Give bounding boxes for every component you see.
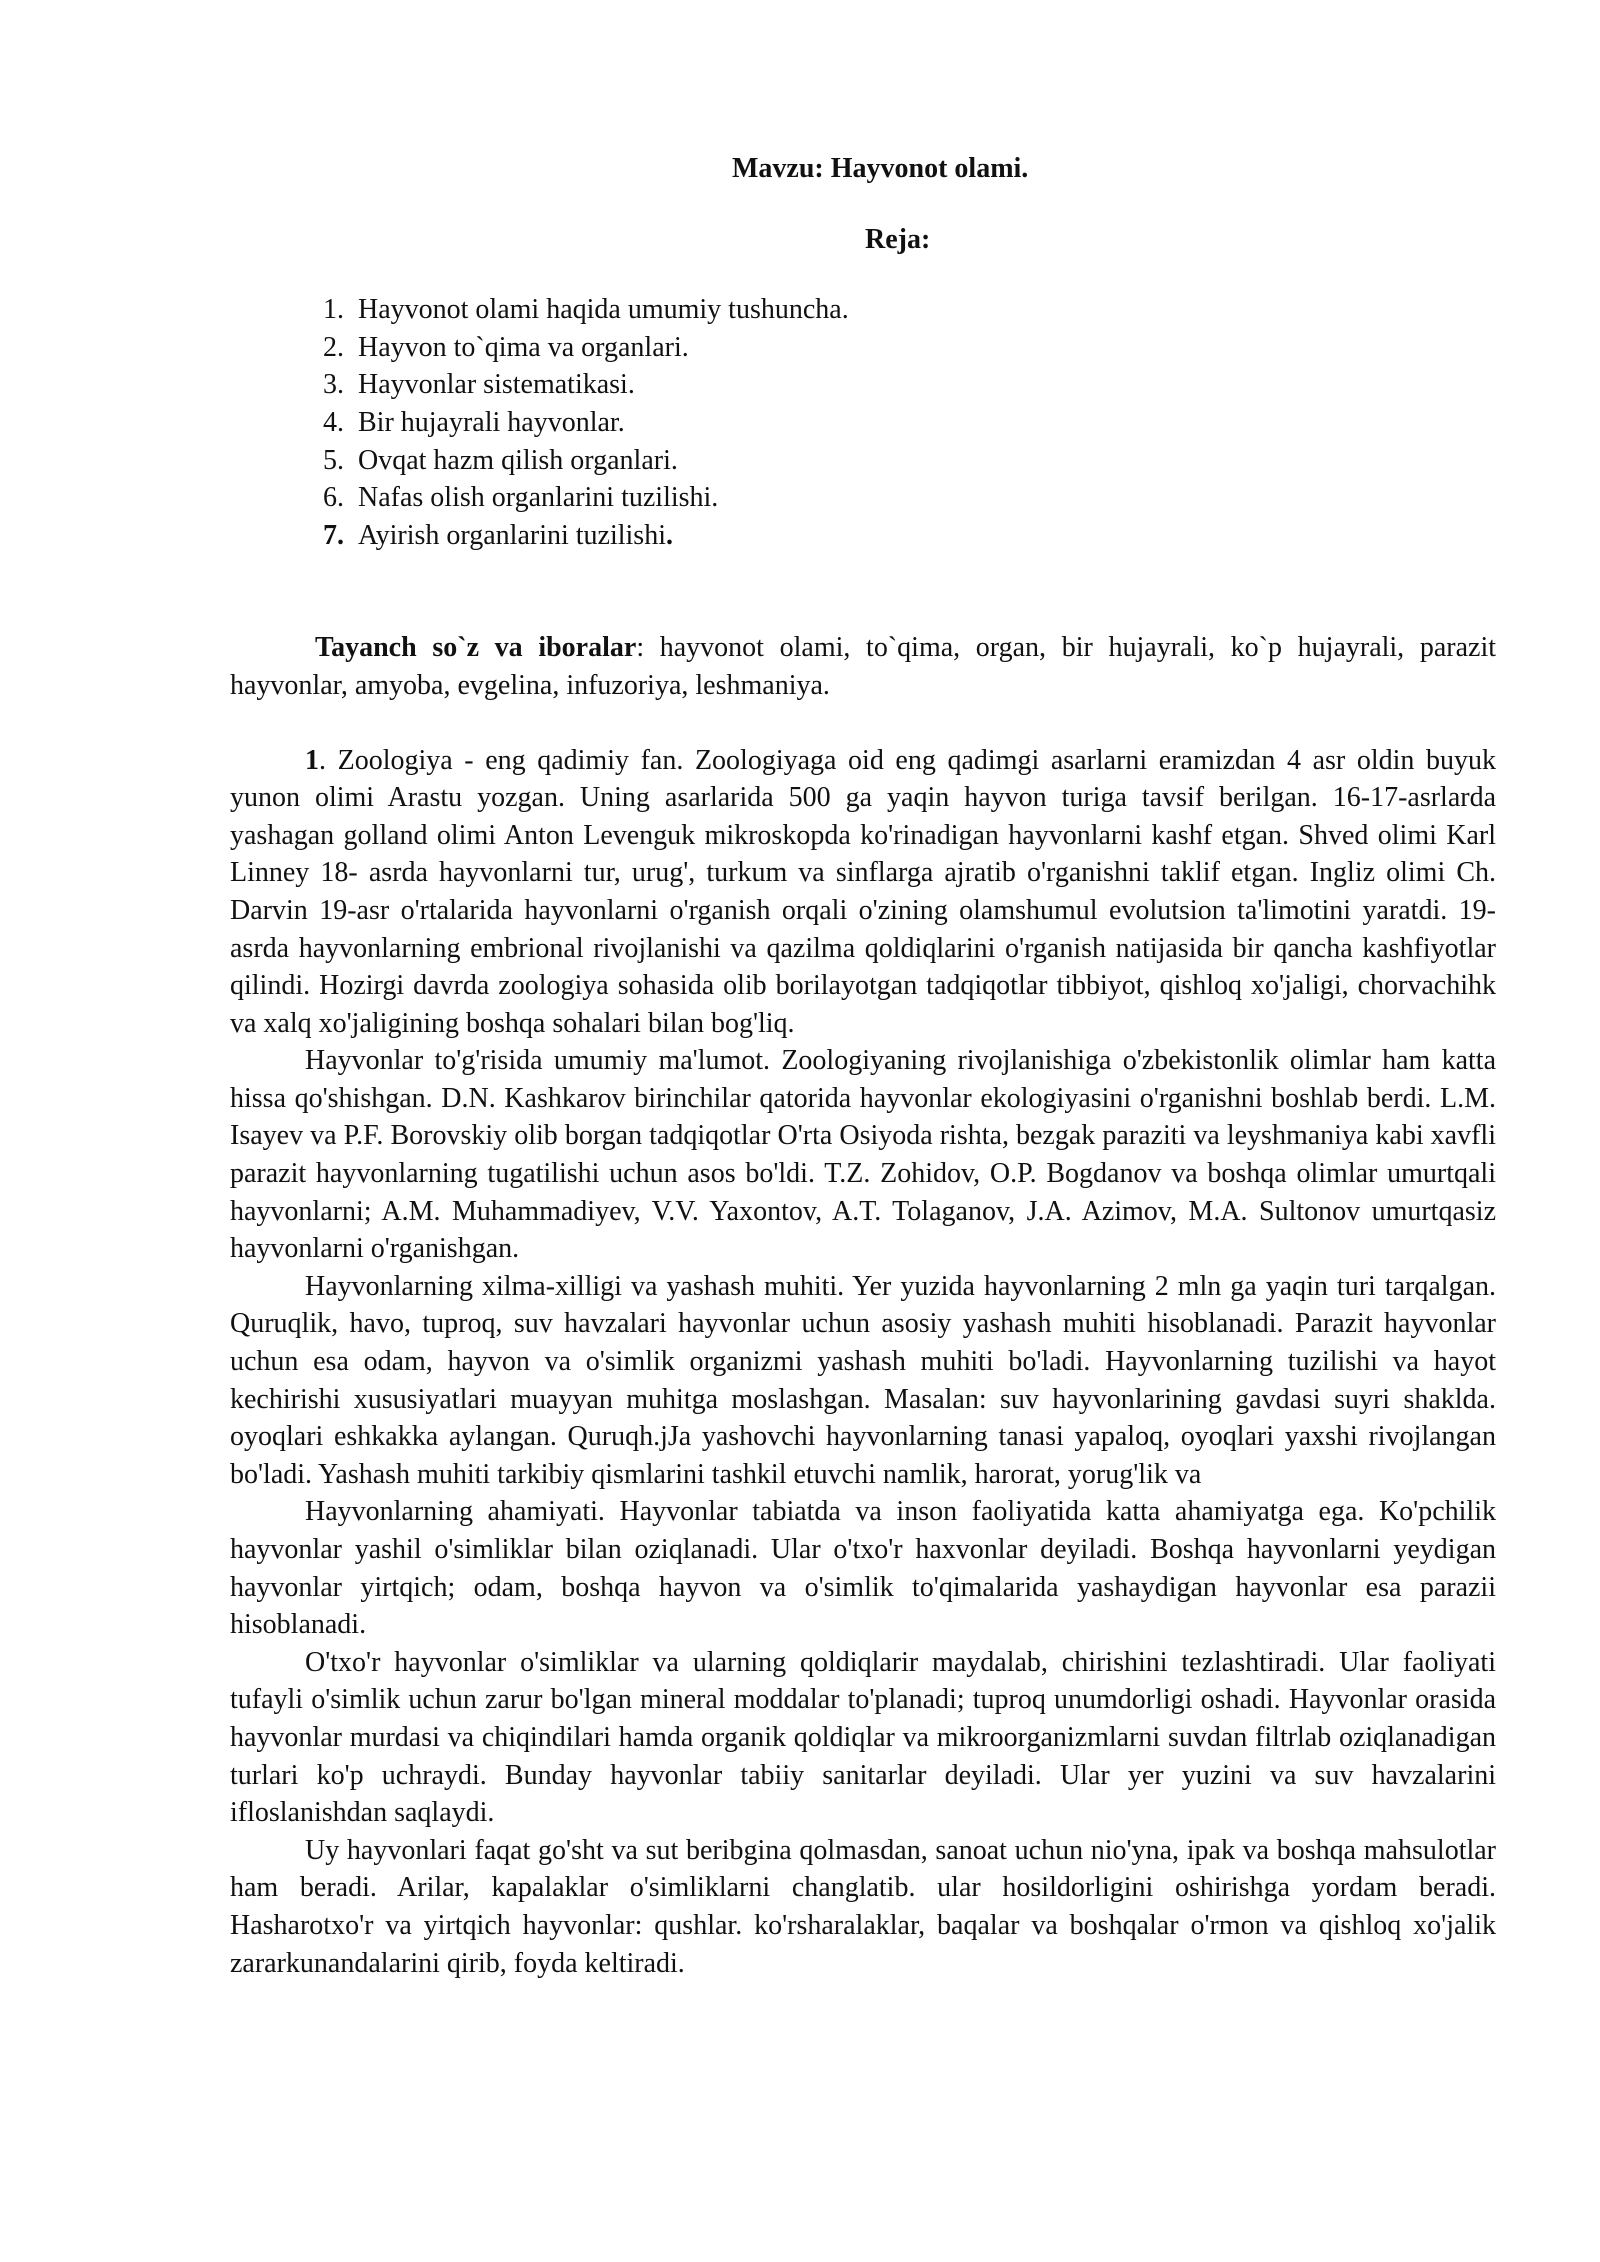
plan-item bbox=[302, 329, 1496, 367]
plan-item-text: Bir hujayrali hayvonlar. bbox=[358, 406, 625, 438]
plan-item-text: Ovqat hazm qilish organlari. bbox=[358, 444, 678, 476]
body-paragraph bbox=[230, 742, 1496, 1043]
plan-item-number: 1. bbox=[323, 294, 344, 326]
section-number: 1 bbox=[305, 744, 319, 776]
plan-item-text-main: Ayirish organlarini tuzilishi bbox=[358, 519, 666, 551]
keywords-paragraph bbox=[230, 629, 1496, 704]
body-paragraph: Hayvonlar to'g'risida umumiy ma'lumot. Zoologiyaning rivojlanishiga o'zbekistonlik olimlar ham katta hissa qo'shishgan. D.N. Kashkarov birinchilar qatorida hayvonlar ekologiyasini o'rganishni boshlab berdi. L.M. Isayev va P.F. Borovskiy olib borgan tadqiqotlar O'rta Osiyoda rishta, bezgak paraziti va leyshmaniya kabi xavfli parazit hayvonlarning tugatilishi uchun asos bo'ldi. T.Z. Zohidov, O.P. Bogdanov va boshqa olimlar umurtqali hayvonlarni; A.M. Muhammadiyev, V.V. Yaxontov, A.T. Tolaganov, J.A. Azimov, M.A. Sultonov umurtqasiz hayvonlarni o'rganishgan. bbox=[230, 1045, 1496, 1265]
plan-item-trailing-period: . bbox=[666, 519, 673, 551]
plan-item-number: 7. bbox=[323, 519, 344, 551]
plan-list bbox=[230, 291, 1496, 554]
plan-item-number: 3. bbox=[323, 369, 344, 401]
body-paragraph: Hayvonlarning xilma-xilligi va yashash muhiti. Yer yuzida hayvonlarning 2 mln ga yaqin turi tarqalgan. Quruqlik, havo, tuproq, suv havzalari hayvonlar uchun asosiy yashash muhiti hisoblanadi. Parazit hayvonlar uchun esa odam, hayvon va o'simlik organizmi yashash muhiti bo'ladi. Hayvonlarning tuzilishi va hayot kechirishi xususiyatlari muayyan muhitga moslashgan. Masalan: suv hayvonlarining gavdasi suyri shaklda. oyoqlari eshkakka aylangan. Quruqh.jJa yashovchi hayvonlarning tanasi yapaloq, oyoqlari yaxshi rivojlangan bo'ladi. Yashash muhiti tarkibiy qismlarini tashkil etuvchi namlik, harorat, yorug'lik va bbox=[230, 1270, 1496, 1490]
plan-item-text: Hayvonlar sistematikasi. bbox=[358, 369, 635, 401]
plan-heading: Reja: bbox=[865, 223, 931, 255]
document-page bbox=[230, 150, 1496, 1982]
plan-item-text: Nafas olish organlarini tuzilishi. bbox=[358, 482, 719, 514]
plan-item bbox=[302, 366, 1496, 404]
plan-item-number: 4. bbox=[323, 406, 344, 438]
plan-item bbox=[302, 404, 1496, 442]
plan-item-number: 5. bbox=[323, 444, 344, 476]
body-paragraph-text: . Zoologiya - eng qadimiy fan. Zoologiyaga oid eng qadimgi asarlarni eramizdan 4 asr oldin buyuk yunon olimi Arastu yozgan. Uning asarlarida 500 ga yaqin hayvon turiga tavsif berilgan. 16-17-asrlarda yashagan golland olimi Anton Levenguk mikroskopda ko'rinadigan hayvonlarni kashf etgan. Shved olimi Karl Linney 18- asrda hayvonlarni tur, urug', turkum va sinflarga ajratib o'rganishni taklif etgan. Ingliz olimi Ch. Darvin 19-asr o'rtalarida hayvonlarni o'rganish orqali o'zining olamshumul evolutsion ta'limotini yaratdi. 19-asrda hayvonlarning embrional rivojlanishi va qazilma qoldiqlarini o'rganish natijasida bir qancha kashfiyotlar qilindi. Hozirgi davrda zoologiya sohasida olib borilayotgan tadqiqotlar tibbiyot, qishloq xo'jaligi, chorvachihk va xalq xo'jaligining boshqa sohalari bilan bog'liq. bbox=[230, 744, 1496, 1039]
body-paragraph: O'txo'r hayvonlar o'simliklar va ularning qoldiqlarir maydalab, chirishini tezlashtiradi. Ular faoliyati tufayli o'simlik uchun zarur bo'lgan mineral moddalar to'planadi; tuproq unumdorligi oshadi. Hayvonlar orasida hayvonlar murdasi va chiqindilari hamda organik qoldiqlar va mikroorganizmlarni suvdan filtrlab oziqlanadigan turlari ko'p uchraydi. Bunday hayvonlar tabiiy sanitarlar deyiladi. Ular yer yuzini va suv havzalarini ifloslanishdan saqlaydi. bbox=[230, 1646, 1496, 1829]
body-paragraph: Hayvonlarning ahamiyati. Hayvonlar tabiatda va inson faoliyatida katta ahamiyatga ega. Ko'pchilik hayvonlar yashil o'simliklar bilan oziqlanadi. Ular o'txo'r haxvonlar deyiladi. Boshqa hayvonlarni yeydigan hayvonlar yirtqich; odam, boshqa hayvon va o'simlik to'qimalarida yashaydigan hayvonlar esa parazii hisoblanadi. bbox=[230, 1496, 1496, 1641]
plan-item bbox=[302, 291, 1496, 329]
plan-item-text: Hayvonot olami haqida umumiy tushuncha. bbox=[358, 294, 849, 326]
plan-item bbox=[302, 479, 1496, 517]
plan-item bbox=[302, 442, 1496, 480]
body-paragraph: Uy hayvonlari faqat go'sht va sut beribgina qolmasdan, sanoat uchun nio'yna, ipak va boshqa mahsulotlar ham beradi. Arilar, kapalaklar o'simliklarni changlatib. ular hosildorligini oshirishga yordam beradi. Hasharotxo'r va yirtqich hayvonlar: qushlar. ko'rsharalaklar, baqalar va boshqalar o'rmon va qishloq xo'jalik zararkunandalarini qirib, foyda keltiradi. bbox=[230, 1834, 1496, 1979]
keywords-text: : hayvonot olami, to`qima, organ, bir hujayrali, ko`p hujayrali, parazit hayvonlar, amyoba, evgelina, infuzoriya, leshmaniya. bbox=[230, 632, 1497, 701]
plan-item-text: Hayvon to`qima va organlari. bbox=[358, 331, 689, 363]
document-title: Mavzu: Hayvonot olami. bbox=[732, 153, 1029, 184]
keywords-label: Tayanch so`z va iboralar bbox=[315, 632, 637, 664]
plan-item bbox=[302, 517, 1496, 555]
plan-item-text bbox=[358, 517, 673, 555]
plan-item-number: 6. bbox=[323, 482, 344, 514]
plan-item-number: 2. bbox=[323, 331, 344, 363]
